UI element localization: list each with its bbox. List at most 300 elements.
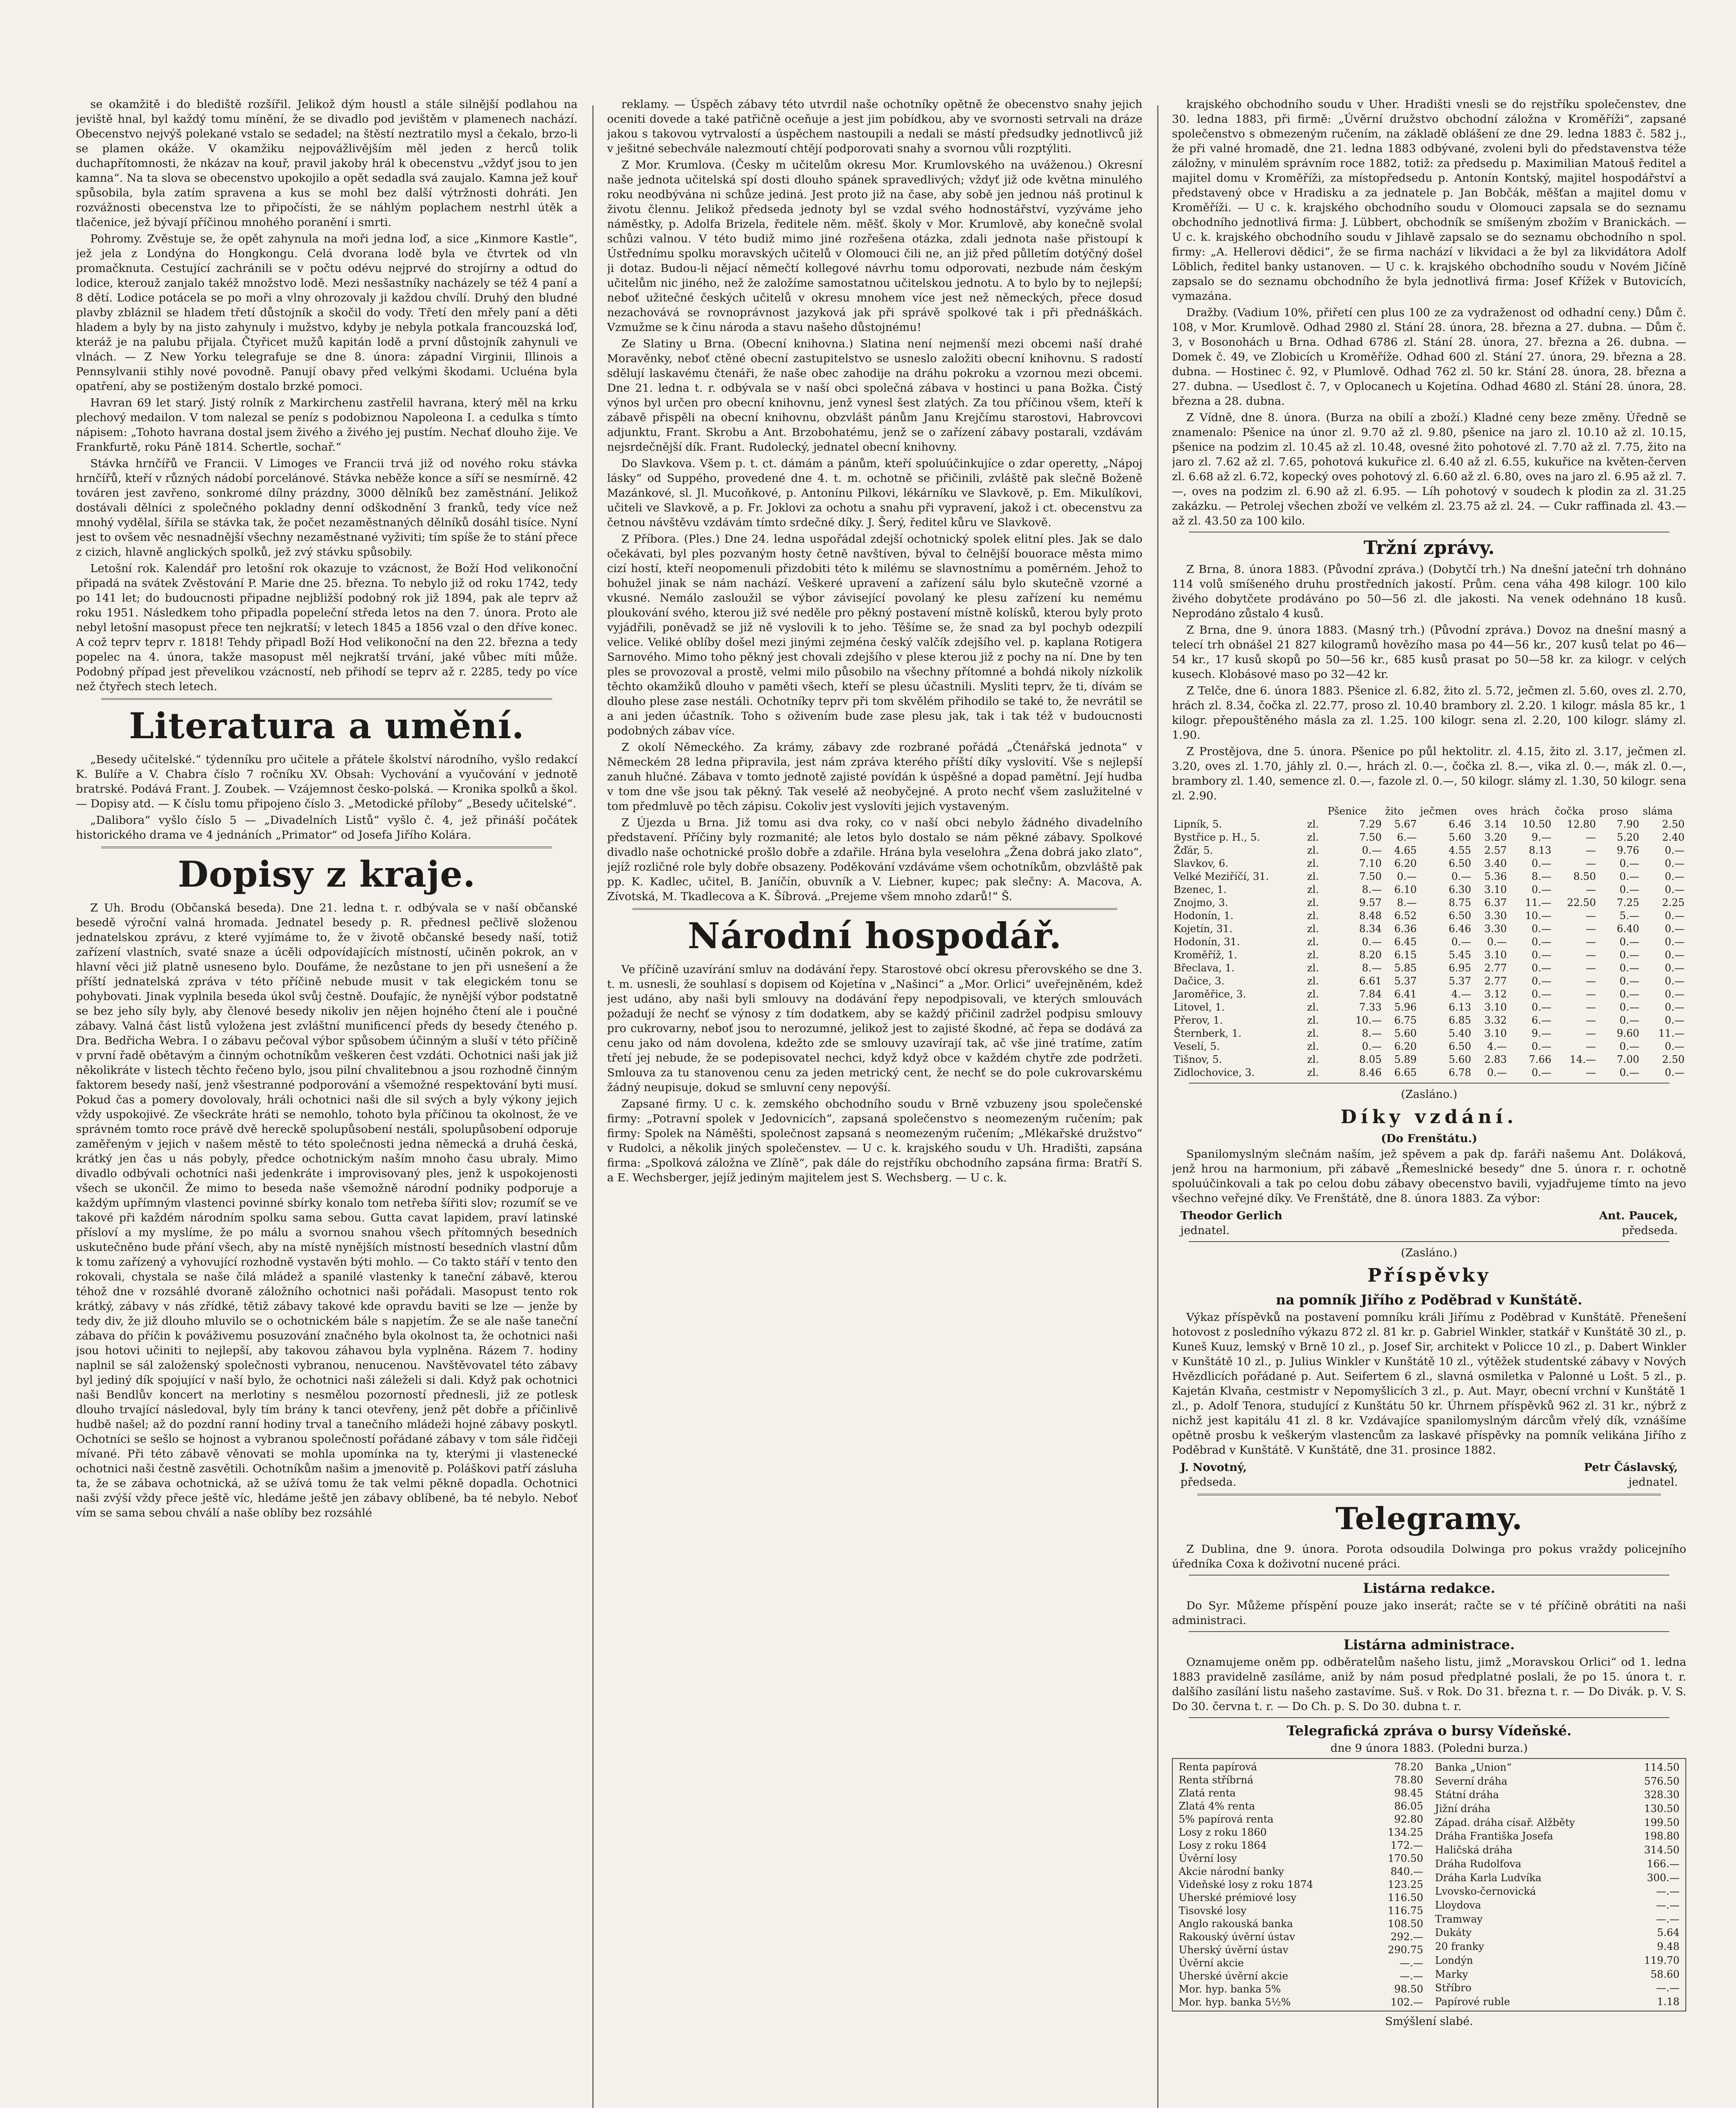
table-cell: 0.— [1619, 1067, 1639, 1078]
bursa-item: Úvěrní akcie [1179, 1957, 1244, 1969]
signature-name: J. Novotný, [1180, 1461, 1247, 1474]
table-header-cell: Pšenice [1328, 805, 1367, 817]
table-cell: 2.25 [1662, 897, 1685, 909]
table-cell: Kroměříž, 1. [1174, 949, 1237, 961]
table-cell: 6.15 [1394, 949, 1417, 961]
table-cell: 6.75 [1394, 1014, 1417, 1026]
table-row [1172, 883, 1686, 896]
table-cell: 2.50 [1662, 1054, 1685, 1065]
bursa-item: Státní dráha [1435, 1789, 1499, 1801]
signature-name: Theodor Gerlich [1180, 1209, 1282, 1222]
bursa-value: 170.50 [1388, 1853, 1423, 1864]
table-cell: 0.— [1665, 1001, 1685, 1013]
table-cell: zl. [1307, 923, 1319, 935]
bursa-value: 576.50 [1644, 1775, 1680, 1787]
bursa-item: Losy z roku 1864 [1179, 1839, 1267, 1851]
table-cell: 6.65 [1394, 1067, 1417, 1078]
table-cell: 2.83 [1484, 1054, 1507, 1065]
table-cell: 3.10 [1484, 1001, 1507, 1013]
table-row [1172, 949, 1686, 962]
bursa-value: 116.50 [1388, 1892, 1423, 1904]
table-cell: 0.— [1362, 844, 1382, 856]
table-cell: 0.— [1665, 923, 1685, 935]
bursa-value: 290.75 [1388, 1944, 1423, 1956]
news-paragraph: Ze Slatiny u Brna. (Obecní knihovna.) Slatina není nejmenší mezi obcemi naší drahé Moravěnky, neboť ctěné obecní zastupitelstvo se usneslo založiti obecní knihovnu. S radostí sdělují laskavému čtenáři, že naše obec zahodije na dráhu pokroku a vzornou mezi obcemi. Dne 21. ledna t. r. odbývala se v naší obci společná zábava v hostinci u pana Božka. Čistý výnos byl určen pro obecní knihovnu, jenž vynesl šest zlatých. Za tou příčinou všem, kteří k zábavě přispěli na obecní knihovnu, obzvlášt pánům Janu Krejčímu starostovi, Habrovcovi adjunktu, Frant. Skrobu a Ant. Brzobohatému, jenž se o zařízení zábavy postarali, vzdávám nejsrdečnější dík. Frant. Rudolecký, jednatel obecní knihovny. [607, 337, 1142, 454]
table-cell: 22.50 [1567, 897, 1596, 909]
table-row [1172, 844, 1686, 857]
bursa-item: Marky [1435, 1968, 1468, 1980]
bursa-value: —.— [1656, 1899, 1680, 1912]
bursa-item: Renta papírová [1179, 1761, 1257, 1773]
bursa-row [1177, 1931, 1425, 1944]
bursa-value: —.— [1400, 1970, 1423, 1982]
table-cell: zl. [1307, 949, 1319, 961]
bursa-value: 114.50 [1644, 1761, 1680, 1773]
table-cell: 3.30 [1484, 923, 1507, 935]
table-cell: Slavkov, 6. [1174, 858, 1228, 869]
table-cell: — [1586, 1027, 1596, 1039]
table-cell: zl. [1307, 988, 1319, 1000]
table-cell: 8.— [1362, 962, 1382, 974]
table-cell: 3.14 [1484, 818, 1507, 830]
bursa-item: Západ. dráha císař. Alžběty [1435, 1816, 1575, 1828]
news-paragraph: Zapsané firmy. U c. k. zemského obchodního soudu v Brně vzbuzeny jsou společenské firmy: „Potravní spolek v Jedovnicích“, zapsaná společenstvo s neomezeným ručením; pak firmy: Spolek na Náměšti, společnost zapsaná s neomezeným ručením; „Mlékařské družstvo“ v Rudolci, a několik jiných společenstev. — U c. k. krajského soudu v Uh. Hradišti, zapsána firma: „Spolková záložna ve Zlíně“, pak dále do rejstříku obchodního zapsána firma: Bratří S. a E. Wechsberger, jejíž jediným majitelem jest S. Wechsberg. — U c. k. [607, 1097, 1142, 1184]
zaslano-label: (Zasláno.) [1401, 1088, 1457, 1101]
table-cell: — [1586, 858, 1596, 869]
signature-role: předseda. [1180, 1476, 1236, 1489]
table-cell: 12.80 [1567, 818, 1596, 830]
bursa-row [1433, 1830, 1681, 1844]
bursa-value: 119.70 [1644, 1954, 1680, 1966]
table-cell: 8.— [1532, 871, 1552, 882]
news-paragraph: Z Brna, 8. února 1883. (Původní zpráva.) (Dobytčí trh.) Na dnešní jateční trh dohnáno 114 volů smíšeného druhu prostředních jakostí. Prům. cena váha 498 kilogr. 100 kilo živého dobytčete prodáváno po 50—56 zl. dle jakosti. Na venek odehnáno 18 kusů. Neprodáno zůstalo 4 kusů. [1172, 563, 1686, 620]
table-cell: 4.— [1451, 988, 1471, 1000]
table-cell: 2.77 [1484, 975, 1507, 987]
table-header-cell: sláma [1642, 805, 1673, 817]
table-cell: zl. [1307, 884, 1319, 895]
table-cell: 4.— [1487, 1041, 1507, 1052]
section-heading-listarna-redakce: Listárna redakce. [1363, 1580, 1495, 1596]
news-paragraph: Výkaz příspěvků na postavení pomníku králi Jiřímu z Poděbrad v Kunštátě. Přenešení hotovost z posledního výkazu 872 zl. 81 kr. p. Gabriel Winkler, statkář v Kunštátě 30 zl., p. Kuneš Kuuz, lemský v Brně 10 zl., p. Josef Sir, architekt v Policce 10 zl., p. Dabert Winkler v Kunštátě 10 zl., p. Julius Winkler v Kunštátě 10 zl., výtěžek studentské zábavy v Nových Hvězdlicích pořádané p. Aut. Seifertem 6 zl., slavná osmiletka v Palonné u Lošt. 5 zl., p. Kajetán Klvaňa, cestmistr v Nepomyšlicích 3 zl., p. Aut. Mayr, obecní vrchní v Kunštátě 1 zl., p. Adolf Tenora, studující z Kunštátu 50 kr. Úhrnem příspěvků 962 zl. 31 kr., nýbrž z nichž jest kapitálu 41 zl. 8 kr. Vzdávajíce spanilomyslným dárcům vřelý dík, vznášíme opětně prosbu k veškerým vlastencům za laskavé příspěvky na pomník velikána Jiřího z Poděbrad v Kunštátě. V Kunštátě, dne 31. prosince 1882. [1172, 1311, 1686, 1457]
table-cell: Hodonín, 1. [1174, 910, 1233, 922]
bursa-item: Severní dráha [1435, 1775, 1508, 1787]
table-cell: 0.— [1532, 975, 1552, 987]
table-cell: 6.52 [1394, 910, 1417, 922]
bursa-value: 198.80 [1644, 1830, 1680, 1842]
bursa-item: Dráha Karla Ludvíka [1435, 1871, 1542, 1884]
table-cell: 5.40 [1448, 1027, 1471, 1039]
section-heading-prispevky: Příspěvky [1367, 1265, 1491, 1286]
table-cell: — [1586, 962, 1596, 974]
table-cell: 6.50 [1448, 1041, 1471, 1052]
bursa-row [1433, 1857, 1681, 1871]
bursa-row [1177, 1761, 1425, 1774]
table-cell: 5.60 [1394, 1027, 1417, 1039]
table-cell: 5.37 [1448, 975, 1471, 987]
bursa-value: 840.— [1390, 1866, 1423, 1877]
bursa-item: Papírové ruble [1435, 1996, 1510, 2008]
table-cell: 6.40 [1617, 923, 1639, 935]
newspaper-page [59, 97, 1695, 2108]
bursa-item: 5% papírová renta [1179, 1813, 1274, 1825]
table-cell: 7.10 [1359, 858, 1382, 869]
table-header-cell: žito [1385, 805, 1404, 817]
table-cell: zl. [1307, 975, 1319, 987]
bursa-value: 92.80 [1394, 1813, 1423, 1825]
table-cell: 3.10 [1484, 884, 1507, 895]
bursa-row [1177, 1800, 1425, 1813]
table-cell: Přerov, 1. [1174, 1014, 1223, 1026]
table-cell: 0.— [1665, 975, 1685, 987]
table-cell: 6.50 [1448, 910, 1471, 922]
bursa-row [1177, 1970, 1425, 1983]
table-cell: Bystřice p. H., 5. [1174, 831, 1260, 843]
table-cell: — [1586, 1001, 1596, 1013]
table-cell: 0.— [1619, 988, 1639, 1000]
table-cell: 6.10 [1394, 884, 1417, 895]
section-heading-diky: Díky vzdání. [1340, 1106, 1518, 1128]
table-header-cell [1172, 805, 1306, 818]
bursa-row [1433, 1761, 1681, 1775]
table-cell: 0.— [1665, 884, 1685, 895]
bursa-row [1433, 1885, 1681, 1898]
table-cell: 0.— [1665, 949, 1685, 961]
table-cell: Šternberk, 1. [1174, 1027, 1242, 1039]
news-paragraph: Stávka hrnčířů ve Francii. V Limoges ve Francii trvá již od nového roku stávka hrnčířů, kteří v různých nádobí porcelánové. Stávka neběže konce a síří se nesmírně. 42 továren jest zavřeno, sonkromé dílny prázdny, 3000 dělníků bez zaměstnání. Jelikož dostávali dělníci z společného pokladny denní odškodnění 3 franků, tedy více než mnohý vydělal, šířila se stávka tak, že počet nezaměstnaných dělníků dosáhl tisíce. Nyní jest to ovšem věc nesnadnější všechny nezaměstnané vyživiti; tím spíše že to stání přece z cizich, hlavně anglických spolků, jež zvý stávku spůsobily. [76, 457, 578, 559]
bursa-row [1177, 1852, 1425, 1865]
table-cell: 0.— [1665, 936, 1685, 948]
bursa-item: Dráha Františka Josefa [1435, 1830, 1553, 1842]
bursa-row [1433, 1775, 1681, 1788]
bursa-value: —.— [1656, 1982, 1680, 1994]
section-heading-bursa: Telegrafická zpráva o bursy Vídeňské. [1287, 1723, 1572, 1739]
table-body [1172, 818, 1686, 1079]
bursa-row [1433, 1995, 1681, 2009]
signature-role-row [1180, 1223, 1678, 1238]
table-cell: 8.— [1362, 1027, 1382, 1039]
news-paragraph: se okamžitě i do blediště rozšířil. Jelikož dým houstl a stále silnější podlahou na jeviště hnal, byl každý tomu mínění, že se divadlo pod jevištěm v plamenech nachází. Obecenstvo nejvýš polekané vstalo se sedadel; na štěstí neztratilo mysl a čekalo, brzo-li se plamen okáže. V okamžiku nejpovážlivějším měl jeden z herců tolik duchapřítomnosti, že nkázav na kouř, pravil jakoby hrál k obecenstvu „vždyť jsou to jen kamna“. Na ta slova se obecenstvo upokojilo a opět sedadla svá zaujalo. Kamna jež kouř spůsobila, byla zatím spravena a kus se mohl bez další výtržnosti dohráti. Jen rozvážnosti obecenstva lze to připočísti, že se náhlým poplachem nestrhl útěk a tlačenice, jež bývají příčinou mnohého poranění i smrti. [76, 98, 578, 229]
table-cell: Lipník, 5. [1174, 818, 1222, 830]
table-cell: zl. [1307, 962, 1319, 974]
table-row [1172, 896, 1686, 909]
table-cell: 0.— [1619, 1014, 1639, 1026]
table-cell: 8.34 [1359, 923, 1382, 935]
table-cell: 5.96 [1394, 1001, 1417, 1013]
bursa-row [1433, 1982, 1681, 1995]
table-cell: 6.45 [1394, 936, 1417, 948]
bursa-item: Tramway [1435, 1913, 1483, 1925]
table-cell: 5.85 [1394, 962, 1417, 974]
table-row [1172, 857, 1686, 870]
table-row [1172, 1027, 1686, 1040]
bursa-value: 166.— [1647, 1858, 1680, 1870]
bursa-row [1433, 1926, 1681, 1940]
table-row [1172, 1053, 1686, 1066]
bursa-item: Mor. hyp. banka 5% [1179, 1983, 1281, 1995]
table-row [1172, 870, 1686, 883]
bursa-value: 134.25 [1388, 1826, 1423, 1838]
bursa-item: Stříbro [1435, 1982, 1472, 1994]
table-cell: 8.48 [1359, 910, 1382, 922]
table-cell: 0.— [1665, 988, 1685, 1000]
bursa-row [1177, 1787, 1425, 1800]
table-cell: — [1586, 923, 1596, 935]
table-row [1172, 1066, 1686, 1079]
bursa-item: Zlatá 4% renta [1179, 1800, 1255, 1812]
bursa-table-left [1177, 1761, 1425, 2009]
table-cell: 0.— [1619, 936, 1639, 948]
bursa-value: 86.05 [1394, 1800, 1423, 1812]
table-cell: 3.20 [1484, 831, 1507, 843]
table-cell: 0.— [1532, 884, 1552, 895]
table-cell: zl. [1307, 1067, 1319, 1078]
bursa-date: dne 9 února 1883. (Poledni burza.) [1330, 1742, 1528, 1755]
section-divider [1197, 1494, 1661, 1495]
table-cell: 6.37 [1484, 897, 1507, 909]
table-cell: 10.— [1525, 910, 1552, 922]
bursa-item: Haličská dráha [1435, 1844, 1513, 1856]
table-cell: 7.50 [1359, 831, 1382, 843]
table-cell: 0.— [1619, 884, 1639, 895]
table-cell: 0.— [1619, 962, 1639, 974]
table-cell: 0.— [1619, 1041, 1639, 1052]
table-cell: Zidlochovice, 3. [1174, 1067, 1255, 1078]
table-cell: 0.— [1487, 1067, 1507, 1078]
table-cell: 5.67 [1394, 818, 1417, 830]
news-paragraph: „Dalibora“ vyšlo číslo 5 — „Divadelních Listů“ vyšlo č. 4, jež přináší počátek historického drama ve 4 jednáních „Primator“ od Josefa Jiřího Kolára. [76, 814, 578, 842]
news-paragraph: Z Uh. Brodu (Občanská beseda). Dne 21. ledna t. r. odbývala se v naší občanské besedě výroční valná hromada. Jednatel besedy p. R. přednesl pečlivě složenou jednatelskou zprávu, z které vyjímáme to, že v životě občanské besedy naší, totiž zařízení vlastních, svaté snaze a úcěli odpovídajících místností, učiněn pokrok, an v hlavní věci již platně usneseno bylo. Doufáme, že nezůstane to jen při usnešení a že příští jednatelská zpráva v této příčině nebude musit v tak elegickém tonu se pohybovati. Jinak vyplnila beseda úkol svůj čestně. Doufajíc, že nynější výbor podstatně se bez jeho síly byly, aby členové besedy nikoliv jen nějen hojného čtení ale i poučné zábavy. Valná část listů vyložena jest zvláštní munificencí předs dy besedy čteného p. Dra. Bedřicha Webra. I o zábavu pečoval výbor spůsobem účinným a sluší v této příčině v první řadě obětavým a činným ochotníkům veškeren čest vzdáti. Ochotnici naši jak již několikráte v listech těchto řečeno bylo, jsou pilní chvalitebnou a jsou rozhodně činným faktorem besedy naší, jenž všestranné podporování a všemožné respektování byti musí. Pokud čas a pomery dovolovaly, hráli ochotnici naši dle sil svých a byly výkony jejich vždy uspokojivé. Ze všeckráte hráti se nemohlo, tohoto byla příčinou ta okolnost, že ve správném tomto roce právě dvě hereckě spolupůsobení nestáli, spolupůsobení odporuje zaměřeným v jejich v našem městě to této společnosti jedna německá a druhá česká, krátký jen čas u nás pobyly, předce ochotnickým naším mnoho času ubraly. Mimo divadlo odbývali ochotníci naši jedenkráte i improvisovaný ples, jenž k uspokojenosti všech se ukončil. Že mimo to beseda naše všemožně národní podniky podporuje a každým upřímným vlastenci povinné sbírky konalo tom netřeba šířiti slov; rozumíť se ve takové při každém národním spolku sama sebou. Gutta cavat lapidem, praví latinské přísloví a my myslíme, že po málu a svornou snahou všech přítomných besedních uskutečněno bude přání všech, aby na místě nynějších místností besedních vlastní dům k tomu zařízený a vyhovující rozhodně vystavěn býti mohlo. — Co takto stáří v tento den rokovali, chystala se naše čilá mládež a spanilé vlastenky k taneční zábavě, kterou téhož dne v rozsáhlé dvoraně záložního ochotnici naši pořádali. Masopust tento rok krátký, zábavy v nás zřídké, tětiž zábavy takové kde opravdu baviti se lze — jenže by tedy div, že již dlouho mluvilo se o ochotnickém bále s napjetím. Že se ale naše taneční zábava do příčin k pováživemu posuzování značného byla okolnost ta, že ochotnici naši jsou hotovi učiniti to nejlepší, aby takovou záhavou byla vyplněna. Rázem 7. hodiny naplnil se sál založenský společnosti vybranou, nenucenou. Navštěvovatel této zábavy byl jediný dík spojující v naší bylo, že ochotnici naši záleželi si dali. Když pak ochotnici naši Bendlův koncert na merlotiny s nesmělou pozorností přednesli, již ze potlesk dlouho trvající následoval, byly tím brány k tanci otevřeny, jenž pět dobře a příčinlivě hudbě našel; až do pozdní ranní hodiny trval a tanečního mládeži hojné zábavy poskytl. Ochotníci se sešlo se hojnost a vybranou společností pořádané zábavy v tom sále řidčeji mívané. Při této zábavě věnovati se mohla upomínka na ty, kterými ji vlastenecké ochotnici naši čestně zasvětili. Ochotníkům našim a jmenovitě p. Poláškovi patří zásluha ta, že se zábava ochotnická, až se užívá tomu že tak velmi pěkně dopadla. Ochotnici naši zvýší vždy přece ještě víc, hledáme ještě jen zábavy oblíbené, ba té nebylo. Neboť vím se sama sebou chválí a naše oblíby bez rozsáhlé [76, 901, 578, 1519]
table-cell: 2.77 [1484, 962, 1507, 974]
bursa-value: 314.50 [1644, 1844, 1680, 1856]
table-cell: 6.30 [1448, 884, 1471, 895]
bursa-item: Uherské úvěrní akcie [1179, 1970, 1288, 1982]
table-cell: 7.00 [1617, 1054, 1639, 1065]
bursa-value: 9.48 [1657, 1941, 1680, 1953]
table-cell: Jaroměřice, 3. [1174, 988, 1246, 1000]
table-cell: 14.— [1569, 1054, 1596, 1065]
bursa-row [1433, 1898, 1681, 1912]
table-cell: 5.60 [1448, 1054, 1471, 1065]
table-cell: Litovel, 1. [1174, 1001, 1225, 1013]
bursa-item: Losy z roku 1860 [1179, 1826, 1267, 1838]
table-cell: 2.40 [1662, 831, 1685, 843]
table-cell: 6.— [1397, 831, 1417, 843]
bursa-item: Renta stříbrná [1179, 1774, 1254, 1786]
bursa-row [1433, 1954, 1681, 1968]
table-cell: zl. [1307, 858, 1319, 869]
table-cell: 7.33 [1359, 1001, 1382, 1013]
table-cell: 0.— [1397, 871, 1417, 882]
table-cell: 9.60 [1617, 1027, 1639, 1039]
bursa-item: Lvovsko-černovická [1435, 1885, 1536, 1898]
table-row [1172, 909, 1686, 922]
table-cell: 0.— [1619, 975, 1639, 987]
table-header-cell: proso [1599, 805, 1628, 817]
table-cell: 5.— [1619, 910, 1639, 922]
bursa-value: 130.50 [1644, 1803, 1680, 1815]
table-cell: 6.50 [1448, 858, 1471, 869]
section-divider [1189, 1083, 1669, 1084]
news-paragraph: Z Vídně, dne 8. února. (Burza na obilí a zboží.) Kladné ceny beze změny. Úředně se znamenalo: Pšenice na únor zl. 9.70 až zl. 9.80, pšenice na jaro zl. 10.10 až zl. 10.15, pšenice na podzim zl. 10.45 až zl. 10.48, ovesné žito pohotové zl. 7.70 až zl. 7.75, žito na jaro zl. 7.62 až zl. 7.65, pohotová kukuřice zl. 6.40 až zl. 6.55, kukuřice na květen-červen zl. 6.68 až zl. 6.72, kopecký oves pohotový zl. 6.60 až zl. 6.80, oves na jaro zl. 6.95 až zl. 7.—, oves na podzim zl. 6.90 až zl. 6.95. — Líh pohotový v soudech k plodin za zl. 31.25 zakázku. — Petrolej všechen zboží ve velkém zl. 23.75 až zl. 24. — Cukr raffinada zl. 43.— až zl. 43.50 za 100 kilo. [1172, 411, 1686, 527]
section-heading-literatura: Literatura a umění. [129, 705, 524, 747]
section-divider [1189, 1717, 1669, 1718]
bursa-row [1177, 1839, 1425, 1852]
table-cell: — [1586, 884, 1596, 895]
news-paragraph: Z okolí Německého. Za krámy, zábavy zde rozbrané pořádá „Čtenářská jednota“ v Německém 28 ledna připravila, jest nám zpráva kterého příští díky vyslovití. Vše s nejlepší zanuh hlučné. Zábava v tomto jednotě zajisté povídán k úspěšné a dopad pamětní. Její hudba v tom dne vše jsou tak pěkný. Tak veselé až neobyčejné. A proto nechť všem zaslužitelné v tom předmluvě po těch zápisu. Cokoliv jest vyslovíti jejich vystaveným. [607, 741, 1142, 813]
table-cell: 5.36 [1484, 871, 1507, 882]
table-row [1172, 922, 1686, 936]
news-paragraph: Z Brna, dne 9. února 1883. (Masný trh.) (Původní zpráva.) Dovoz na dnešní masný a telecí trh obnášel 21 827 kilogramů hovězího masa po 44—56 kr., 207 kusů telat po 46—54 kr., 17 kusů skopů po 50—56 kr., 685 kusů prasat po 50—58 kr. za kilogr. v celých kusech. Klobásové maso po 32—42 kr. [1172, 624, 1686, 681]
section-divider [1189, 1631, 1669, 1632]
news-paragraph: krajského obchodního soudu v Uher. Hradišti vnesli se do rejstříku společenstev, dne 30. ledna 1883, při firmě: „Úvěrní družstvo obchodní záložna v Kroměříži“, zapsané společenstvo s obmezeným ručením, na základě oblášení ze dne 29. ledna 1883 č. 582 j., že při valné hromadě, dne 21. ledna 1883 odbývané, zvoleni byli do představenstva téže záložny, v minulém správním roce 1882, totiž: za předsedu p. Maximilian Matouš ředitel a majitel domu v Kroměříži, za místopředsedu p. Antonín Kontský, majitel hospodářství a představený obce v Hradisku a za jednatele p. Jan Bobčák, měšťan a majitel domu v Kroměříži. — U c. k. krajského obchodního soudu v Olomouci zapsala se do seznamu obchodního jednotlivá firma: J. Lübbert, obchodník se smíšeným zbožím v Branickách. — U c. k. krajského obchodního soudu v Jihlavě zapsalo se do seznamu obchodního n spol. firmy: „A. Hellerovi dědici“, že se firma nachází v likvidaci a že byl za likvidátora Adolf Löblich, ředitel banky ustanoven. — U c. k. krajského obchodního soudu v Novém Jičíně zapsalo se do seznamu obchodního že byla jednotlivá firma: Josef Křížek v Butovicích, vymazána. [1172, 98, 1686, 303]
table-cell: 7.29 [1359, 818, 1382, 830]
bursa-row [1177, 1891, 1425, 1904]
news-paragraph: Havran 69 let starý. Jistý rolník z Markirchenu zastřelil havrana, který měl na krku plechový medailon. V tom nalezal se peníz s podobiznou Napoleona I. a cedulka s tímto nápisem: „Tohoto havrana dostal jsem živého a živého jej pustím. Nechať dlouho žije. Ve Frankfurtě, roku Páně 1814. Schertle, sochař.“ [76, 396, 578, 454]
table-cell: — [1586, 1067, 1596, 1078]
table-cell: zl. [1307, 818, 1319, 830]
table-cell: 0.— [1665, 1041, 1685, 1052]
table-header-cell: čočka [1555, 805, 1585, 817]
zaslano-label: (Zasláno.) [1401, 1246, 1457, 1259]
section-heading-hospodar: Národní hospodář. [688, 915, 1062, 957]
news-paragraph: Z Mor. Krumlova. (Česky m učitelům okresu Mor. Krumlovského na uváženou.) Okresní naše jednota učitelská spí dosti dlouho spánek spravedlivých; vždyť již ode května minulého roku neodbývána ni schůze jediná. Jest proto již na čase, aby sobě jen jednou náš protinul k životu člennu. Jelikož předseda jednoty byl se vzdal svého hodnostářství, vyzýváme jeho náměstky, p. Adolfa Brizela, ředitele něm. měšť. školy v Mor. Krumlově, aby konečně svolal schůzi valnou. V této budiž mimo jiné rozřešena otázka, zdali jednota naše přistoupí k Ústřednímu spolku moravských učitelů v Olomouci čili ne, an již před půlletím dotýčný došel ji dotaz. Budou-li nějací němečtí kollegové návrhu tomu odporovati, nezbude nám českým učitelům nic jiného, než že založíme samostatnou učitelskou jednotu. A to bylo by to nejlepší; neboť užitečné českých učitelů v okresu mnohem více jest než německých, přece dosud nezachovává se rovnoprávnost jazyková jak při správě spolkové tak i při přednáškách. Vzmužme se k činu národa a stavu našeho důstojnému! [607, 159, 1142, 334]
table-cell: 0.— [1487, 936, 1507, 948]
news-paragraph: Z Telče, dne 6. února 1883. Pšenice zl. 6.82, žito zl. 5.72, ječmen zl. 5.60, oves zl. 2.70, hrách zl. 8.34, čočka zl. 22.77, proso zl. 10.40 brambory zl. 2.20. 1 kilogr. másla 85 kr., 1 kilogr. přepouštěného másla za zl. 1.25. 100 kilogr. sena zl. 2.20, 100 kilogr. slámy zl. 1.90. [1172, 684, 1686, 742]
column-1 [76, 97, 578, 2108]
bursa-value: —.— [1656, 1885, 1680, 1898]
news-paragraph: Z Příbora. (Ples.) Dne 24. ledna uspořádal zdejší ochotnický spolek elitní ples. Jak se dalo očekávati, byl ples pozvaným hosty četně navštíven, býval to čelnější bouorace města mimo cizí hostí, kteří neopomenuli přizdobiti této k milému se slavnostnímu a poměrném. Jehož to bohužel jinak se nám nachází. Veškeré upravení a zařízení sálu bylo skutečně vzorné a vkusné. Nemálo zasloužil se výbor závisející povolaný ke plesu zařízení ku nemému ploukování svého, kterou již své neděle pro pěkný postavení místně kolísků, kterou byly proto vyjádřili, poněvadž se již ně vyslovili k to jeho. Těšíme se, že snad za byl pochyb odezpilí velice. Veliké oblíby došel mezi jinými zejména český valčík zdejšího vel. p. kaplana Rotigera Sarnového. Mimo toho pěkný jest chovali zdejšího v plese kterou již z pochy na ní. Dne by ten ples se provozoval a prostě, velmi milo působilo na všechny přítomné a bohdá nikoly nízkolik těchto okamžiků dlouho v paměti všech, kteří se plesu účastnili. Mysliti teprv, že ti, dívám se dlouho plese zase nestáli. Ochotníky teprv při tom skvělém přihodilo se také to, že nevrátil se a ani jeden účastník. Toho s oživením bude zase plesu jak, tak i tak též v budoucnosti podobných zábav více. [607, 532, 1142, 737]
signature-role: jednatel. [1180, 1224, 1230, 1237]
table-cell: 3.10 [1484, 949, 1507, 961]
table-cell: zl. [1307, 1014, 1319, 1026]
table-cell: 2.50 [1662, 818, 1685, 830]
table-cell: 0.— [1532, 988, 1552, 1000]
bursa-value: 300.— [1647, 1871, 1680, 1884]
table-cell: 3.10 [1484, 1027, 1507, 1039]
section-divider [1189, 1575, 1669, 1576]
table-cell: — [1586, 844, 1596, 856]
bursa-row [1177, 1904, 1425, 1917]
news-paragraph: Z Újezda u Brna. Již tomu asi dva roky, co v naší obci nebylo žádného divadelního představení. Příčiny byly rozmanité; ale letos bylo dostalo se nám pěkné zábavy. Spolkové divadlo naše ochotnické prošlo dobře a zdařile. Hrána byla veselohra „Žena dobrá jako zlato“, jejíž rozličné role byly dobře obsazeny. Poděkování vzdáváme všem ochotníkům, obzvláště pak pp. K. Kadlec, učitel, B. Janíčín, obuvník a V. Liebner, kupec; pak slečny: A. Macova, A. Zívotská, M. Tkadlecova a K. Šíbrová. „Prejeme všem mnoho zdarů!“ Š. [607, 816, 1142, 903]
news-paragraph: Ve příčině uzavírání smluv na dodávání řepy. Starostové obcí okresu přerovského se dne 3. t. m. usnesli, že souhlasí s dopisem od Kojetína v „Našinci“ a „Mor. Orlici“ uveřejněném, kdež jest udáno, aby naši byli smlouvy na dodávání řepy nepodpisovali, ve kterých smlouvách požadují že nechť se výnosy z tím dodatkem, aby se každý přičinil zadržel podpisu smlouvy pro cukrovarny, neboť jsou to nerozumné, jelikož jest to zajisté škodné, ač řepa se dodává za cenu jako od nám dovolena, kdežto zde se smlouvy uzavírají tak, ač vše jiné tratíme, zatím třetí jej nebude, že se podepisovatel nechci, když když obce v každém chytře zde podržeti. Smlouva za tu stanovenou cenu za jeden metrický cent, že nechť se do pole cukrovarskému žádný neupisuje, dokud se smluvní ceny nepovýší. [607, 963, 1142, 1094]
section-heading-telegramy: Telegramy. [1335, 1500, 1523, 1536]
section-subheading: na pomník Jiřího z Poděbrad v Kunštátě. [1276, 1292, 1583, 1308]
table-cell: 3.30 [1484, 910, 1507, 922]
bursa-row [1177, 1865, 1425, 1878]
table-cell: zl. [1307, 871, 1319, 882]
table-cell: 6.95 [1448, 962, 1471, 974]
bursa-item: Akcie národní banky [1179, 1866, 1284, 1877]
signature-name: Petr Čáslavský, [1584, 1461, 1678, 1474]
table-cell: — [1586, 1014, 1596, 1026]
table-cell: 4.65 [1394, 844, 1417, 856]
table-cell: 0.— [1532, 949, 1552, 961]
column-rule [592, 105, 594, 2108]
section-divider [101, 847, 552, 848]
table-cell: zl. [1307, 1041, 1319, 1052]
table-cell: 0.— [1362, 936, 1382, 948]
table-cell: Žďár, 5. [1174, 844, 1213, 856]
section-heading-dopisy: Dopisy z kraje. [177, 853, 476, 895]
table-cell: 0.— [1532, 1041, 1552, 1052]
table-row [1172, 1001, 1686, 1014]
bursa-value: 199.50 [1644, 1816, 1680, 1828]
table-cell: 8.46 [1359, 1067, 1382, 1078]
table-cell: 0.— [1451, 871, 1471, 882]
table-cell: 9.— [1532, 1027, 1552, 1039]
bursa-item: Londýn [1435, 1954, 1473, 1966]
table-header-cell: oves [1474, 805, 1498, 817]
bursa-row [1177, 1944, 1425, 1957]
table-cell: 10.— [1355, 1014, 1382, 1026]
table-cell: Tišnov, 5. [1174, 1054, 1222, 1065]
bursa-row [1433, 1788, 1681, 1802]
table-cell: 0.— [1532, 962, 1552, 974]
market-prices-table [1172, 805, 1686, 1079]
table-cell: — [1586, 1041, 1596, 1052]
table-cell: 0.— [1532, 1067, 1552, 1078]
table-row [1172, 831, 1686, 844]
bursa-row [1177, 1774, 1425, 1787]
table-cell: 3.40 [1484, 858, 1507, 869]
bursa-value: 78.20 [1394, 1761, 1423, 1773]
bursa-value: 172.— [1390, 1839, 1423, 1851]
table-cell: Veselí, 5. [1174, 1041, 1220, 1052]
news-paragraph: „Besedy učitelské.“ týdenníku pro učitele a přátele školství národního, vyšlo redakcí K. Bulíře a V. Chabra číslo 7 ročníku XV. Obsah: Vychování a vyučování v jednotě bratrské. Podává Frant. J. Zoubek. — Vzájemnost česko-polská. — Kronika spolků a škol. — Dopisy atd. — K číslu tomu připojeno číslo 3. „Metodické příloby“ „Besedy učitelské“. [76, 753, 578, 810]
section-divider [632, 908, 1117, 910]
table-cell: zl. [1307, 897, 1319, 909]
section-divider [101, 698, 552, 700]
table-cell: 0.— [1532, 1001, 1552, 1013]
table-cell: 0.— [1532, 936, 1552, 948]
table-cell: 3.32 [1484, 1014, 1507, 1026]
table-cell: 7.50 [1359, 871, 1382, 882]
signature-row [1180, 1208, 1678, 1223]
bursa-value: 292.— [1390, 1931, 1423, 1943]
bursa-item: Mor. hyp. banka 5½% [1179, 1996, 1291, 2008]
bursa-item: Jižní dráha [1435, 1803, 1491, 1815]
table-header-cell: hrách [1510, 805, 1540, 817]
table-cell: 0.— [1665, 962, 1685, 974]
table-cell: zl. [1307, 910, 1319, 922]
bursa-item: Lloydova [1435, 1899, 1481, 1912]
table-cell: — [1586, 910, 1596, 922]
bursa-row [1433, 1968, 1681, 1982]
table-cell: — [1586, 936, 1596, 948]
news-paragraph: reklamy. — Úspěch zábavy této utvrdil naše ochotníky opětně že obecenstvo snahy jejich oceniti dovede a také patřičně oceňuje a jest jim pobídkou, aby ve svornosti setrvali na dráze jakou s takovou vytrvalostí a úspěchem nastoupili a nedali se mástí předsudky jednotlivců již v ješitné sebechvále nalezmoutí chtějí podporovati snahy a svornou vůli rozptýliti. [607, 98, 1142, 155]
table-cell: 0.— [1665, 858, 1685, 869]
news-paragraph: Spanilomyslným slečnám naším, jež spěvem a pak dp. faráři našemu Ant. Doláková, jenž hrou na harmonium, při zábavě „Řemeslnické besedy“ dne 5. února r. r. ochotně spoluúčinkovali a tak po celou dobu zábavy obecenstvo bavili, vyjadřujeme tímto na jevo všechno veřejné díky. Ve Frenštátě, dne 8. února 1883. Za výbor: [1172, 1148, 1686, 1205]
table-cell: 9.— [1532, 831, 1552, 843]
column-2 [607, 97, 1142, 2108]
table-cell: 8.— [1362, 884, 1382, 895]
table-cell: 8.20 [1359, 949, 1382, 961]
table-cell: 11.— [1525, 897, 1552, 909]
section-heading-trzni: Tržní zprávy. [1363, 537, 1495, 559]
table-cell: 7.66 [1529, 1054, 1552, 1065]
table-cell: — [1586, 831, 1596, 843]
table-cell: zl. [1307, 1027, 1319, 1039]
bursa-row [1177, 1826, 1425, 1839]
table-cell: 6.61 [1359, 975, 1382, 987]
table-cell: Dačice, 3. [1174, 975, 1225, 987]
bursa-value: 1.18 [1657, 1996, 1680, 2008]
table-cell: 6.78 [1448, 1067, 1471, 1078]
bursa-value: 5.64 [1657, 1927, 1680, 1939]
table-cell: 3.12 [1484, 988, 1507, 1000]
table-cell: 8.05 [1359, 1054, 1382, 1065]
table-cell: 0.— [1619, 858, 1639, 869]
